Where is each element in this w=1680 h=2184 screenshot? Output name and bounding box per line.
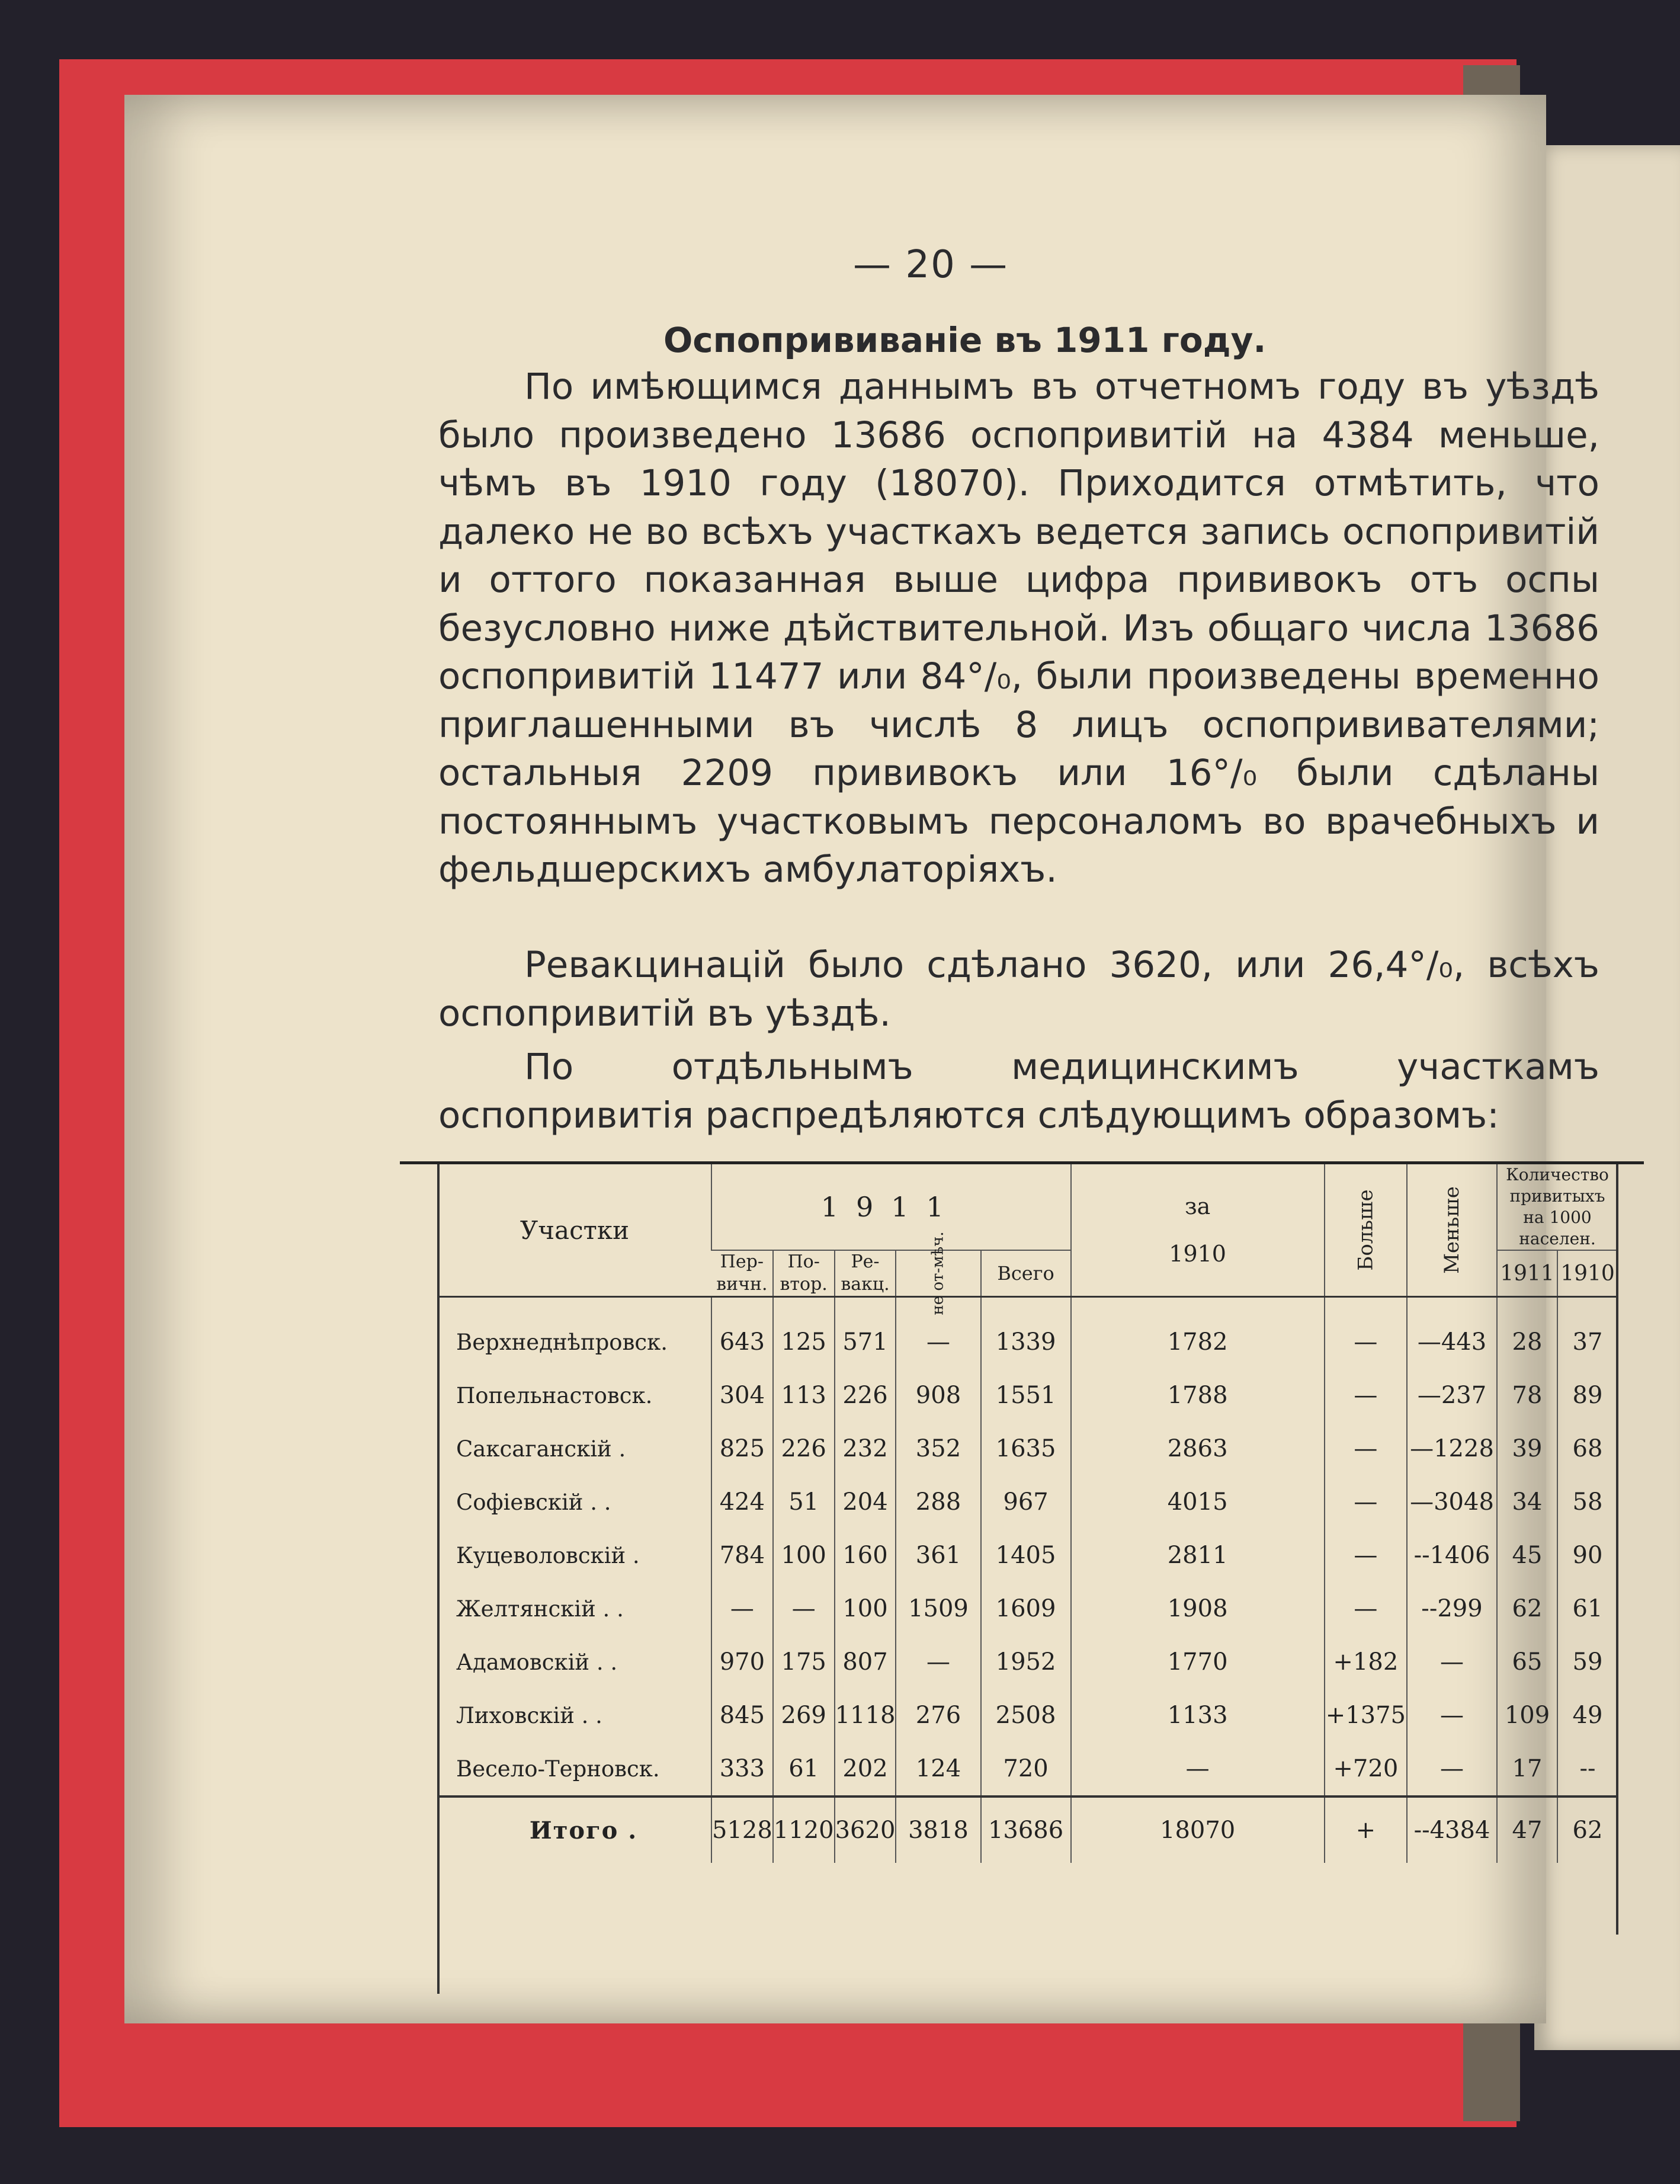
cell-total: 1609 (981, 1582, 1071, 1635)
cell-for-1910: 1770 (1071, 1635, 1325, 1689)
cell-total: 1551 (981, 1369, 1071, 1422)
cell-repeat: — (773, 1582, 835, 1635)
cell-less: --1406 (1407, 1529, 1497, 1582)
cell-for-1910: 18070 (1071, 1796, 1325, 1863)
cell-per1000-1911: 34 (1497, 1475, 1557, 1529)
cell-for-1910: — (1071, 1742, 1325, 1796)
cell-total: 967 (981, 1475, 1071, 1529)
cell-per1000-1911: 45 (1497, 1529, 1557, 1582)
cell-for-1910: 1782 (1071, 1297, 1325, 1369)
cell-per1000-1911: 17 (1497, 1742, 1557, 1796)
cell-more: — (1325, 1582, 1407, 1635)
cell-district: Весело-Терновск. (456, 1756, 660, 1782)
cell-primary: 825 (711, 1422, 773, 1475)
table-row (438, 1742, 1617, 1796)
cell-revaccination: 160 (835, 1529, 896, 1582)
cell-less: —3048 (1407, 1475, 1497, 1529)
cell-repeat: 100 (773, 1529, 835, 1582)
cell-for-1910: 1788 (1071, 1369, 1325, 1422)
cell-less: —237 (1407, 1369, 1497, 1422)
cell-per1000-1910: 49 (1557, 1689, 1617, 1742)
table-row (438, 1369, 1617, 1422)
cell-primary: 5128 (711, 1796, 773, 1863)
cell-total: 1405 (981, 1529, 1071, 1582)
cell-district: Куцеволовскій . (456, 1542, 640, 1568)
cell-per1000-1910: 37 (1557, 1297, 1617, 1369)
cell-total: 720 (981, 1742, 1071, 1796)
cell-district: Софіевскій . . (456, 1489, 611, 1515)
cell-unmarked: 352 (896, 1422, 980, 1475)
cell-revaccination: 226 (835, 1369, 896, 1422)
paragraph-1: По имѣющимся даннымъ въ отчетномъ году въ уѣздѣ было произведено 13686 оспопривитій на 4384 меньше, чѣмъ въ 1910 году (18070). Приходится отмѣтить, что далеко не во всѣхъ участкахъ ведется запись оспопривитій и оттого показанная выше цифра прививокъ отъ оспы безусловно ниже дѣйствительной. Изъ общаго числа 13686 оспопривитій 11477 или 84°/₀, были произведены временно приглашенными въ числѣ 8 лицъ оспопрививателями; остальныя 2209 прививокъ или 16°/₀ были сдѣланы постояннымъ участковымъ персоналомъ во врачебныхъ и фельдшерскихъ амбулаторіяхъ. (438, 366, 1599, 891)
section-heading: Оспопрививаніе въ 1911 году. (663, 320, 1267, 360)
cell-less: — (1407, 1689, 1497, 1742)
cell-primary: 643 (711, 1297, 773, 1369)
cell-repeat: 226 (773, 1422, 835, 1475)
cell-more: +182 (1325, 1635, 1407, 1689)
cell-district: Саксаганскій . (456, 1436, 626, 1462)
table-row (438, 1422, 1617, 1475)
cell-more: — (1325, 1475, 1407, 1529)
header-revaccination: Ре- вакц. (835, 1250, 896, 1297)
page-number: — 20 — (853, 243, 1009, 287)
paragraph-3: По отдѣльнымъ медицинскимъ участкамъ оспопривитія распредѣляются слѣдующимъ образомъ: (438, 1046, 1599, 1136)
cell-repeat: 113 (773, 1369, 835, 1422)
header-year: 1911 (711, 1164, 1071, 1250)
cell-more: — (1325, 1529, 1407, 1582)
cell-for-1910: 4015 (1071, 1475, 1325, 1529)
cell-revaccination: 1118 (835, 1689, 896, 1742)
header-repeat: По- втор. (773, 1250, 835, 1297)
cell-unmarked: — (896, 1635, 980, 1689)
cell-unmarked: 361 (896, 1529, 980, 1582)
cell-unmarked: 908 (896, 1369, 980, 1422)
cell-total: 1339 (981, 1297, 1071, 1369)
cell-for-1910: 1908 (1071, 1582, 1325, 1635)
table-left-rule (437, 1164, 440, 1994)
cell-more: +1375 (1325, 1689, 1407, 1742)
cell-per1000-1910: 89 (1557, 1369, 1617, 1422)
cell-district: Желтянскій . . (456, 1596, 624, 1622)
header-1911: 1911 (1497, 1250, 1557, 1297)
cell-repeat: 269 (773, 1689, 835, 1742)
cell-less: --4384 (1407, 1796, 1497, 1863)
cell-revaccination: 232 (835, 1422, 896, 1475)
cell-revaccination: 202 (835, 1742, 896, 1796)
cell-for-1910: 2863 (1071, 1422, 1325, 1475)
header-for-1910: за 1910 (1071, 1164, 1325, 1297)
cell-repeat: 61 (773, 1742, 835, 1796)
cell-more: — (1325, 1369, 1407, 1422)
cell-primary: 784 (711, 1529, 773, 1582)
cell-per1000-1911: 47 (1497, 1796, 1557, 1863)
cell-less: —443 (1407, 1297, 1497, 1369)
cell-per1000-1910: 61 (1557, 1582, 1617, 1635)
cell-per1000-1911: 109 (1497, 1689, 1557, 1742)
header-total: Всего (981, 1250, 1071, 1297)
cell-unmarked: 3818 (896, 1796, 980, 1863)
cell-per1000-1910: -- (1557, 1742, 1617, 1796)
cell-per1000-1911: 78 (1497, 1369, 1557, 1422)
header-less: Меньше (1407, 1164, 1497, 1297)
cell-per1000-1910: 68 (1557, 1422, 1617, 1475)
cell-for-1910: 1133 (1071, 1689, 1325, 1742)
cell-unmarked: 276 (896, 1689, 980, 1742)
cell-unmarked: 1509 (896, 1582, 980, 1635)
cell-district: Попельнастовск. (456, 1382, 653, 1408)
cell-for-1910: 2811 (1071, 1529, 1325, 1582)
cell-revaccination: 571 (835, 1297, 896, 1369)
cell-primary: — (711, 1582, 773, 1635)
cell-revaccination: 3620 (835, 1796, 896, 1863)
cell-total: 1952 (981, 1635, 1071, 1689)
cell-primary: 333 (711, 1742, 773, 1796)
cell-district: Адамовскій . . (456, 1649, 618, 1675)
cell-unmarked: — (896, 1297, 980, 1369)
cell-district: Лиховскій . . (456, 1702, 602, 1728)
cell-total: 13686 (981, 1796, 1071, 1863)
header-primary: Пер- вичн. (711, 1250, 773, 1297)
book-page (124, 95, 1615, 2023)
cell-less: — (1407, 1742, 1497, 1796)
table-row (438, 1582, 1617, 1635)
cell-per1000-1910: 58 (1557, 1475, 1617, 1529)
cell-primary: 424 (711, 1475, 773, 1529)
header-1910: 1910 (1557, 1250, 1617, 1297)
header-unmarked: не от-мѣч. (896, 1250, 980, 1297)
cell-repeat: 1120 (773, 1796, 835, 1863)
cell-more: — (1325, 1297, 1407, 1369)
cell-repeat: 175 (773, 1635, 835, 1689)
table-right-rule (1616, 1164, 1618, 1935)
cell-revaccination: 807 (835, 1635, 896, 1689)
cell-per1000-1910: 90 (1557, 1529, 1617, 1582)
table-row (438, 1475, 1617, 1529)
cell-per1000-1910: 62 (1557, 1796, 1617, 1863)
cell-more: — (1325, 1422, 1407, 1475)
header-more: Больше (1325, 1164, 1407, 1297)
cell-less: --299 (1407, 1582, 1497, 1635)
cell-primary: 970 (711, 1635, 773, 1689)
paragraph-2: Ревакцинацій было сдѣлано 3620, или 26,4°/₀, всѣхъ оспопривитій въ уѣздѣ. (438, 944, 1599, 1035)
cell-per1000-1910: 59 (1557, 1635, 1617, 1689)
cell-primary: 845 (711, 1689, 773, 1742)
cell-repeat: 125 (773, 1297, 835, 1369)
cell-less: —1228 (1407, 1422, 1497, 1475)
cell-per1000-1911: 39 (1497, 1422, 1557, 1475)
cell-total: 1635 (981, 1422, 1071, 1475)
cell-revaccination: 204 (835, 1475, 896, 1529)
header-district: Участки (438, 1164, 711, 1297)
cell-district: Верхнеднѣпровск. (456, 1329, 668, 1355)
cell-more: +720 (1325, 1742, 1407, 1796)
cell-per1000-1911: 28 (1497, 1297, 1557, 1369)
cell-per1000-1911: 65 (1497, 1635, 1557, 1689)
table-body (438, 1297, 1617, 1863)
cell-more: + (1325, 1796, 1407, 1863)
cell-primary: 304 (711, 1369, 773, 1422)
table-row (438, 1529, 1617, 1582)
table-total-row (438, 1796, 1617, 1863)
cell-per1000-1911: 62 (1497, 1582, 1557, 1635)
vaccination-table (438, 1164, 1617, 1863)
cell-unmarked: 124 (896, 1742, 980, 1796)
cell-less: — (1407, 1635, 1497, 1689)
table-row (438, 1635, 1617, 1689)
cell-revaccination: 100 (835, 1582, 896, 1635)
cell-unmarked: 288 (896, 1475, 980, 1529)
cell-district: Итого . (438, 1796, 711, 1863)
cell-repeat: 51 (773, 1475, 835, 1529)
table-row (438, 1689, 1617, 1742)
header-per-1000: Количество привитыхъ на 1000 населен. (1497, 1164, 1617, 1250)
cell-total: 2508 (981, 1689, 1071, 1742)
table-row (438, 1297, 1617, 1369)
